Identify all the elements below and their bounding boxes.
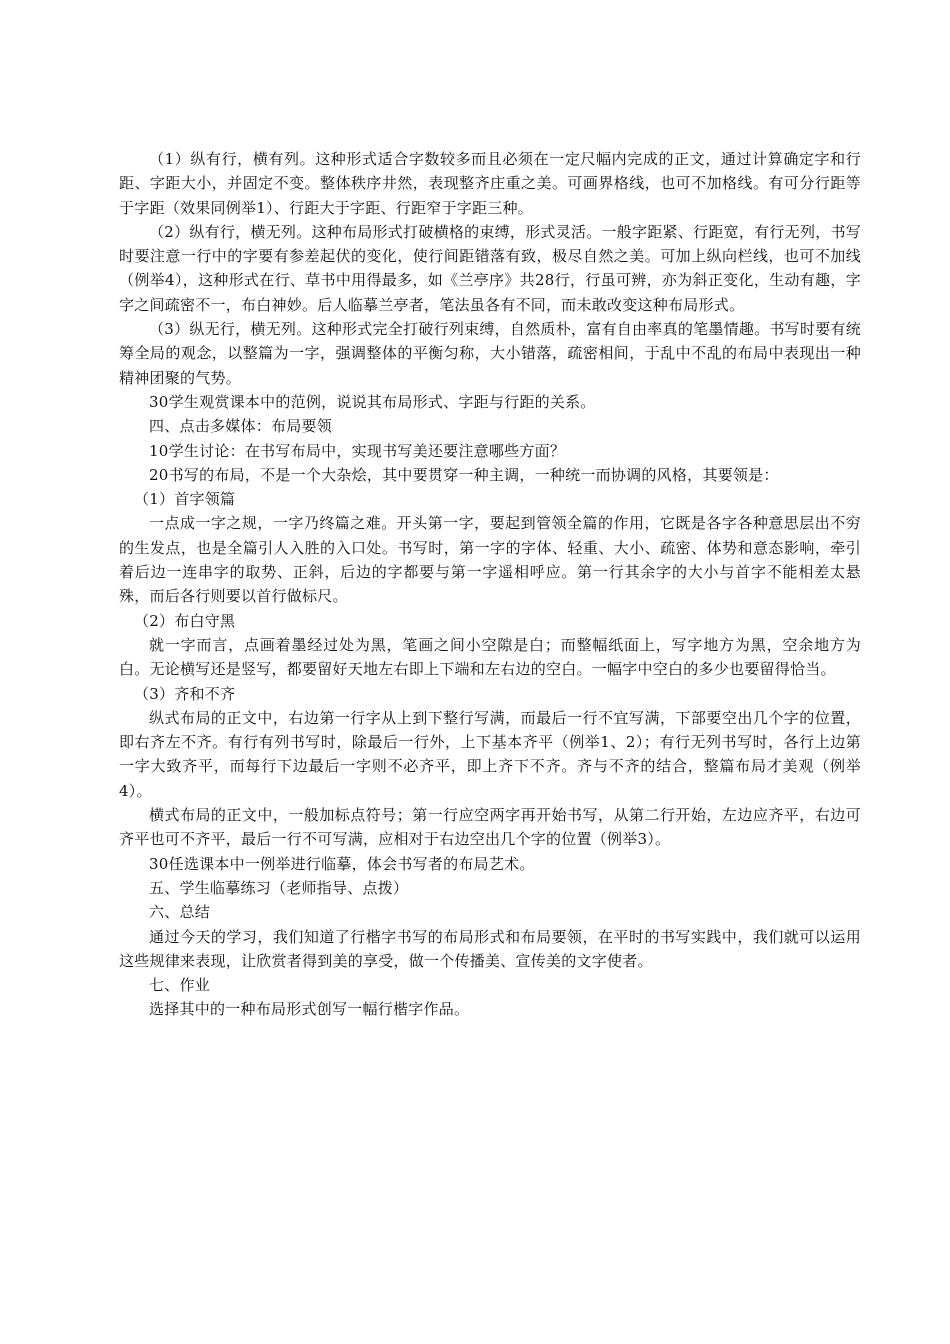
paragraph-step-observe: 30学生观赏课本中的范例，说说其布局形式、字距与行距的关系。 [149, 392, 596, 411]
paragraph-first-character: 一点成一字之规，一字乃终篇之难。开头第一字，要起到管领全篇的作用，它既是各字各种意思层出不穷的生发点，也是全篇引人入胜的入口处。书写时，第一字的字体、轻重、大小、疏密、体势和意态影响，牵引着后边一连串字的取势、正斜，后边的字都要与第一字遥相呼应。第一行其余字的大小与首字不能相差太悬殊，而后各行则要以首行做标尺。 [119, 514, 861, 606]
paragraph-horizontal-alignment: 横式布局的正文中，一般加标点符号；第一行应空两字再开始书写，从第二行开始，左边应齐平，右边可齐平也可不齐平，最后一行不可写满，应相对于右边空出几个字的位置（例举3）。 [119, 806, 861, 849]
paragraph-layout-form-1: （1）纵有行，横有列。这种形式适合字数较多而且必须在一定尺幅内完成的正文，通过计算确定字和行距、字距大小，并固定不变。整体秩序井然，表现整齐庄重之美。可画界格线，也可不加格线。有可分行距等于字距（效果同例举1）、行距大于字距、行距窄于字距三种。 [119, 150, 861, 217]
paragraph-layout-form-3: （3）纵无行，横无列。这种形式完全打破行列束缚，自然质朴，富有自由率真的笔墨情趣。书写时要有统筹全局的观念，以整篇为一字，强调整体的平衡匀称，大小错落，疏密相间，于乱中不乱的布局中表现出一种精神团聚的气势。 [119, 320, 861, 387]
paragraph-step-principles: 20书写的布局，不是一个大杂烩，其中要贯穿一种主调，一种统一而协调的风格，其要领是： [149, 465, 779, 484]
section-heading-4: 四、点击多媒体：布局要领 [149, 417, 333, 436]
paragraph-white-space: 就一字而言，点画着墨经过处为黑，笔画之间小空隙是白；而整幅纸面上，写字地方为黑，空余地方为白。无论横写还是竖写，都要留好天地左右即上下端和左右边的空白。一幅字中空白的多少也要留得恰当。 [119, 635, 861, 679]
section-heading-6: 六、总结 [149, 903, 211, 922]
document-body [119, 147, 861, 1022]
paragraph-step-copy: 30任选课本中一例举进行临摹，体会书写者的布局艺术。 [149, 854, 535, 873]
paragraph-layout-form-2: （2）纵有行，横无列。这种布局形式打破横格的束缚，形式灵活。一般字距紧、行距宽，有行无列，书写时要注意一行中的字要有参差起伏的变化，使行间距错落有致，极尽自然之美。可加上纵向栏线，也可不加线（例举4），这种形式在行、草书中用得最多，如《兰亭序》共28行，行虽可辨，亦为斜正变化，生动有趣，字字之间疏密不一，布白神妙。后人临摹兰亭者，笔法虽各有不同，而未敢改变这种布局形式。 [119, 222, 861, 314]
section-heading-5: 五、学生临摹练习（老师指导、点拨） [149, 878, 409, 897]
paragraph-vertical-alignment: 纵式布局的正文中，右边第一行字从上到下整行写满，而最后一行不宜写满，下部要空出几个字的位置，即右齐左不齐。有行有列书写时，除最后一行外，上下基本齐平（例举1、2）；有行无列书写时，各行上边第一字大致齐平，而每行下边最后一字则不必齐平，即上齐下不齐。齐与不齐的结合，整篇布局才美观（例举4）。 [119, 708, 861, 800]
subheading-alignment: （3）齐和不齐 [134, 684, 236, 703]
paragraph-step-discuss: 10学生讨论：在书写布局中，实现书写美还要注意哪些方面？ [149, 441, 566, 460]
section-heading-7: 七、作业 [149, 976, 211, 995]
subheading-first-character: （1）首字领篇 [134, 490, 236, 509]
paragraph-summary: 通过今天的学习，我们知道了行楷字书写的布局形式和布局要领，在平时的书写实践中，我们就可以运用这些规律来表现，让欣赏者得到美的享受，做一个传播美、宣传美的文字使者。 [119, 927, 861, 970]
subheading-white-space: （2）布白守黑 [134, 611, 236, 630]
paragraph-homework: 选择其中的一种布局形式创写一幅行楷字作品。 [149, 1000, 470, 1019]
